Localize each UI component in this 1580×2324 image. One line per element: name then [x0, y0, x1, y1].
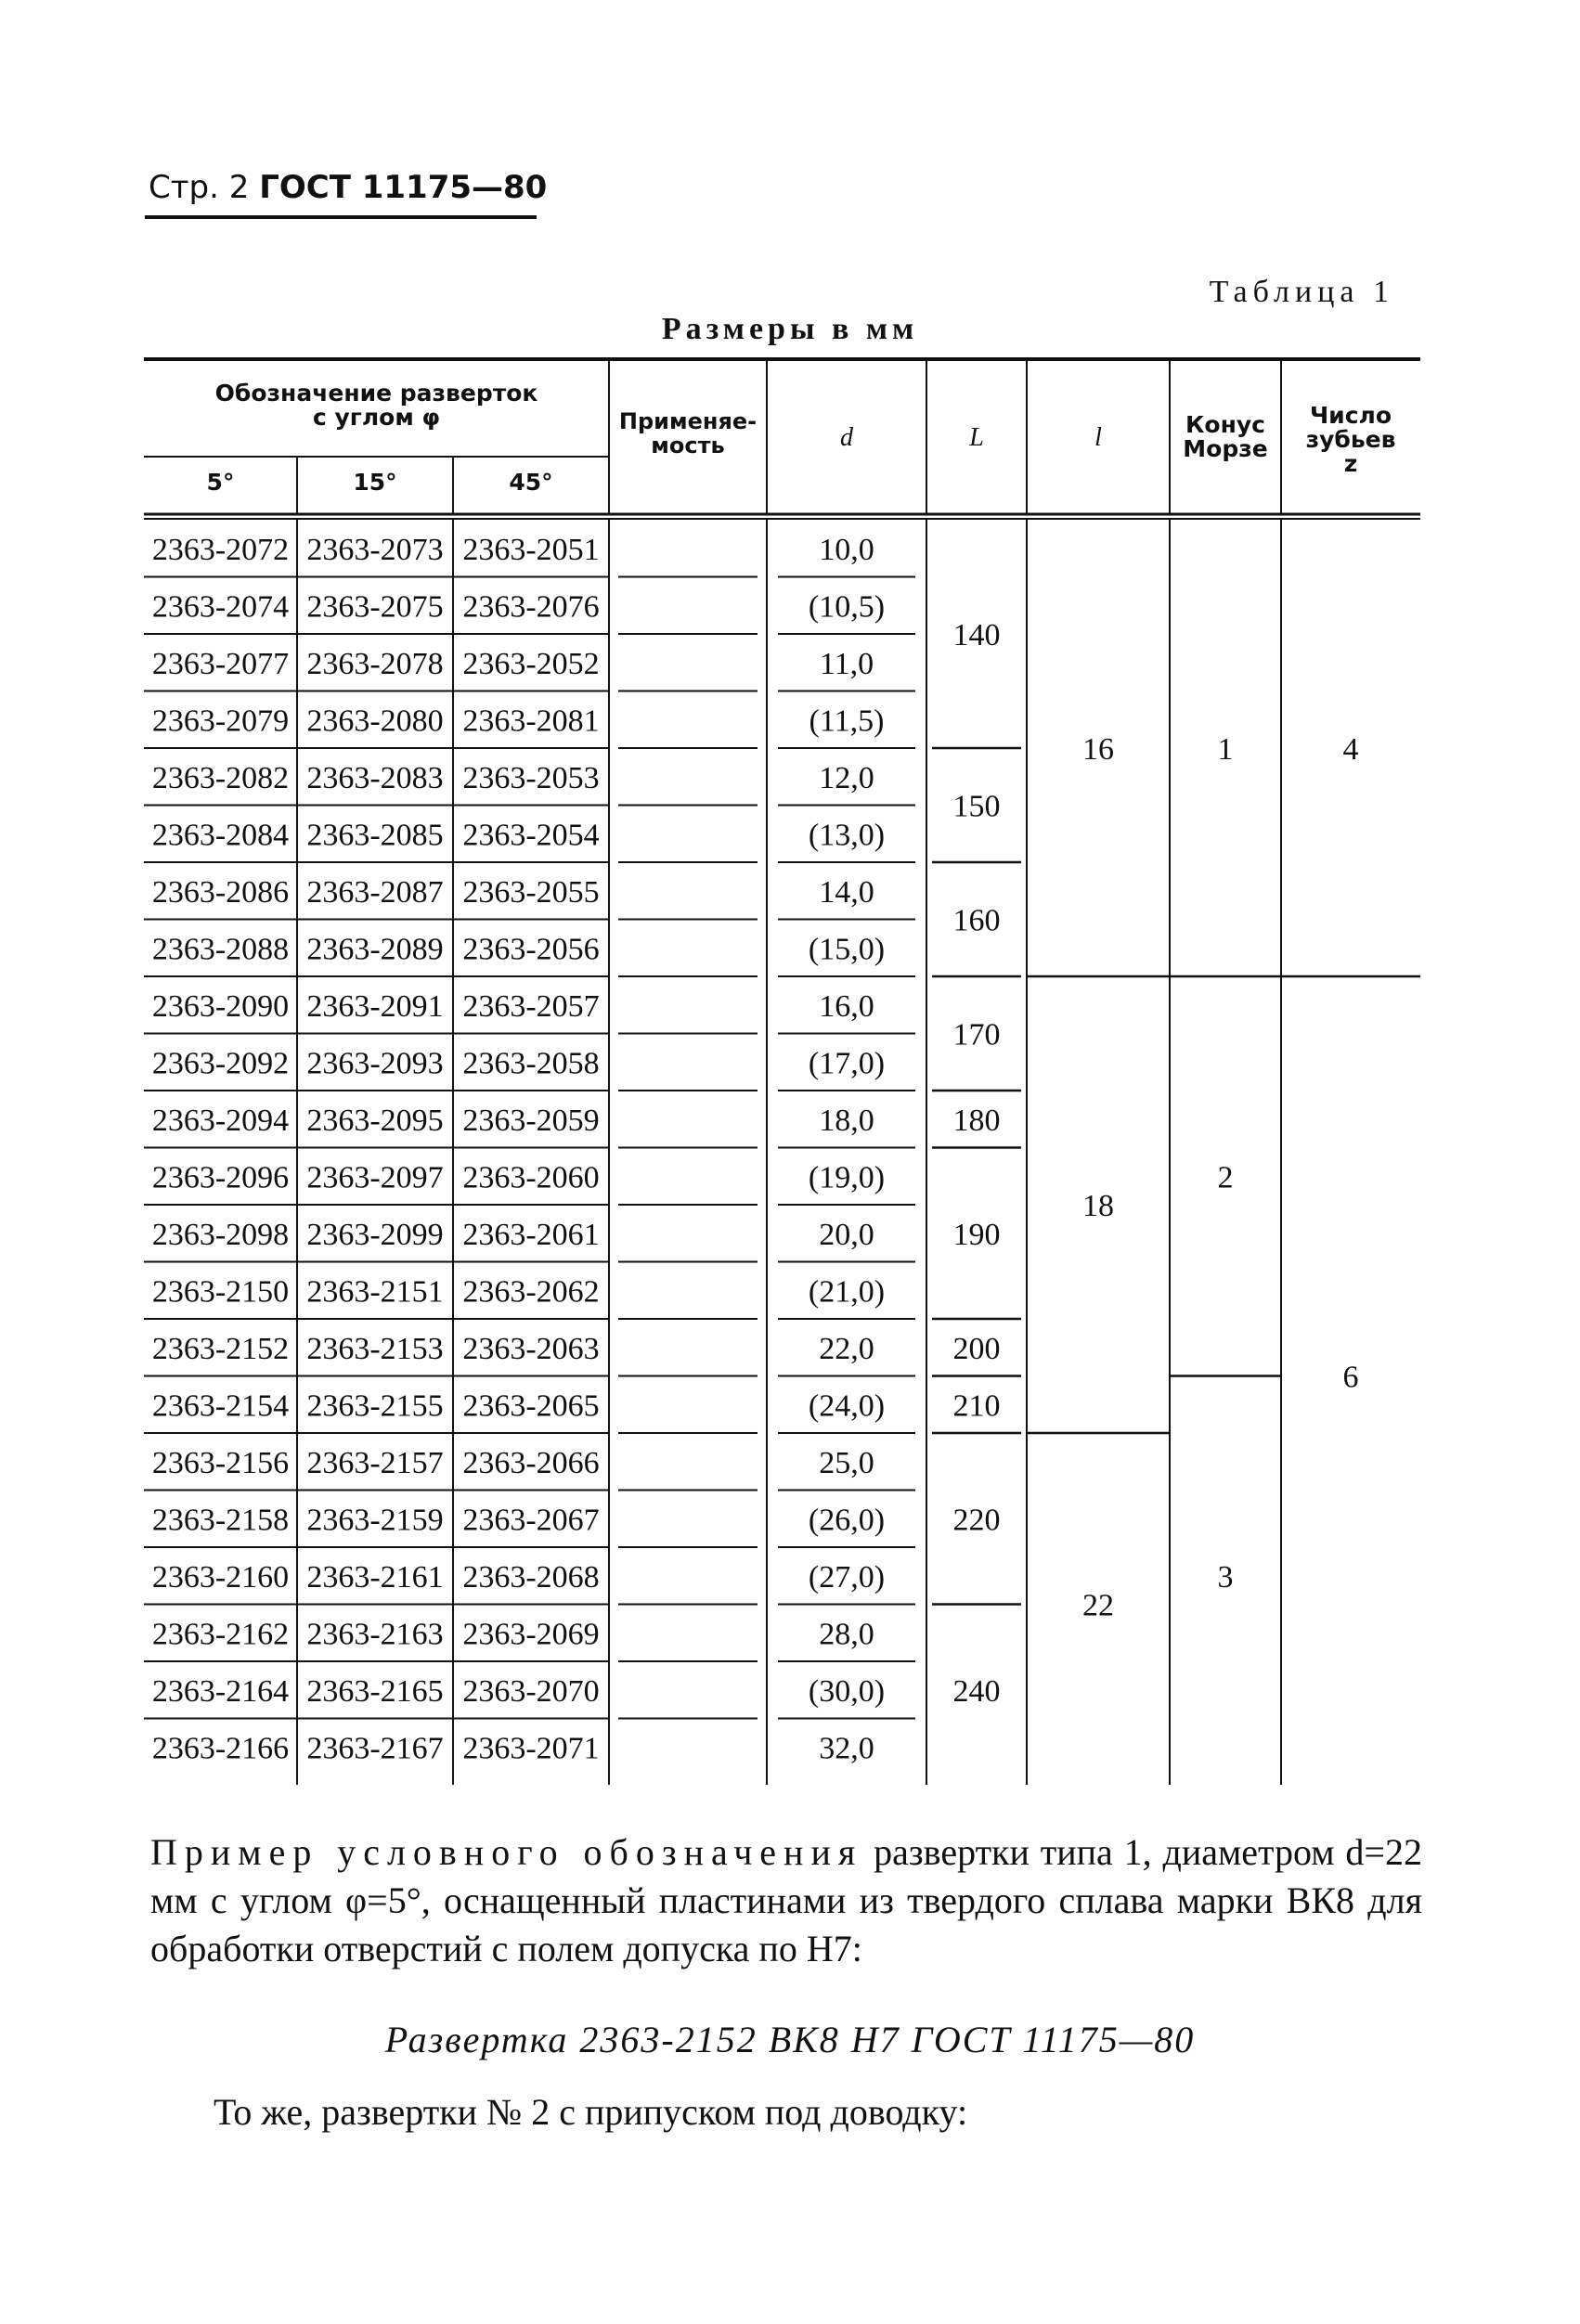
example-body: развертки типа 1, диаметром d=22 мм с углом φ=5°, оснащенный пластинами из твердого сплава марки ВК8 для обработки отверстий с полем допуска по Н7: [150, 1831, 1422, 1969]
designation-5-cell: 2363-2092 [151, 1046, 290, 1081]
designation-45-cell: 2363-2057 [462, 988, 600, 1024]
designation-45-cell: 2363-2063 [462, 1331, 600, 1366]
designation-15-cell: 2363-2083 [306, 760, 444, 795]
designation-5-cell: 2363-2072 [151, 532, 290, 567]
designation-5-cell: 2363-2088 [151, 932, 290, 967]
designation-45-cell: 2363-2052 [462, 646, 600, 681]
designation-15-cell: 2363-2155 [306, 1388, 444, 1424]
l-value-cell: 22 [1082, 1588, 1114, 1623]
d-value-cell: 14,0 [819, 874, 874, 910]
designation-5-cell: 2363-2164 [151, 1673, 290, 1709]
designation-5-cell: 2363-2079 [151, 704, 290, 739]
designation-5-cell: 2363-2086 [151, 874, 290, 910]
teeth-value-cell: 6 [1342, 1360, 1359, 1395]
designation-45-cell: 2363-2067 [462, 1503, 600, 1538]
teeth-header: зубьев [1305, 426, 1396, 453]
designation-5-cell: 2363-2162 [151, 1617, 290, 1652]
teeth-value-cell: 4 [1342, 732, 1359, 767]
designation-5-cell: 2363-2098 [151, 1217, 290, 1252]
L-value-cell: 220 [952, 1503, 1001, 1538]
designation-45-cell: 2363-2081 [462, 704, 600, 739]
designation-5-cell: 2363-2074 [151, 589, 290, 625]
designation-15-cell: 2363-2157 [306, 1445, 444, 1480]
designation-15-cell: 2363-2165 [306, 1673, 444, 1709]
designation-15-cell: 2363-2151 [306, 1274, 444, 1310]
designation-45-cell: 2363-2070 [462, 1673, 600, 1709]
designation-5-cell: 2363-2152 [151, 1331, 290, 1366]
designation-15-cell: 2363-2163 [306, 1617, 444, 1652]
d-value-cell: (21,0) [808, 1274, 886, 1310]
designation-5-cell: 2363-2077 [151, 646, 290, 681]
page-label: Стр. 2 [149, 169, 250, 206]
morse-value-cell: 1 [1217, 732, 1234, 767]
d-value-cell: (15,0) [808, 932, 886, 967]
designation-45-cell: 2363-2061 [462, 1217, 600, 1252]
l-value-cell: 16 [1082, 732, 1114, 767]
designation-15-cell: 2363-2161 [306, 1559, 444, 1595]
L-value-cell: 140 [952, 618, 1001, 652]
designation-5-cell: 2363-2158 [151, 1503, 290, 1538]
table-units: Размеры в мм [661, 312, 919, 346]
designation-45-cell: 2363-2053 [462, 760, 600, 795]
designation-15-cell: 2363-2167 [306, 1731, 444, 1766]
teeth-header: Число [1309, 402, 1392, 429]
L-value-cell: 160 [952, 903, 1001, 938]
l-value-cell: 18 [1082, 1189, 1114, 1223]
L-header: L [969, 423, 984, 452]
d-value-cell: (11,5) [809, 704, 885, 739]
morse-header: Морзе [1183, 435, 1268, 462]
designation-5-cell: 2363-2166 [151, 1731, 290, 1766]
d-value-cell: 10,0 [819, 532, 874, 567]
d-value-cell: 11,0 [819, 646, 874, 681]
d-value-cell: (10,5) [808, 589, 886, 625]
designation-15-cell: 2363-2095 [306, 1103, 444, 1138]
d-value-cell: 22,0 [819, 1331, 874, 1366]
L-value-cell: 210 [952, 1388, 1001, 1424]
example-intro: Пример условного обозначения [150, 1831, 863, 1873]
d-value-cell: 28,0 [819, 1617, 874, 1652]
designation-5-cell: 2363-2154 [151, 1388, 290, 1424]
d-value-cell: (24,0) [808, 1388, 886, 1424]
d-value-cell: (19,0) [808, 1160, 886, 1195]
designation-15-cell: 2363-2089 [306, 932, 444, 967]
designation-5-cell: 2363-2096 [151, 1160, 290, 1195]
designation-45-cell: 2363-2071 [462, 1731, 600, 1766]
designation-5-cell: 2363-2150 [151, 1274, 290, 1310]
designation-15-cell: 2363-2159 [306, 1503, 444, 1538]
d-value-cell: 16,0 [819, 988, 874, 1024]
designation-45-cell: 2363-2066 [462, 1445, 600, 1480]
designation-5-cell: 2363-2156 [151, 1445, 290, 1480]
designation-15-cell: 2363-2099 [306, 1217, 444, 1252]
designation-5-cell: 2363-2094 [151, 1103, 290, 1138]
designation-45-cell: 2363-2059 [462, 1103, 600, 1138]
L-value-cell: 240 [952, 1673, 1001, 1709]
designation-15-cell: 2363-2078 [306, 646, 444, 681]
designation-45-cell: 2363-2065 [462, 1388, 600, 1424]
d-value-cell: 32,0 [819, 1731, 874, 1766]
d-value-cell: 25,0 [819, 1445, 874, 1480]
morse-value-cell: 3 [1217, 1559, 1234, 1595]
angle-15-header: 15° [353, 469, 397, 496]
designation-5-cell: 2363-2090 [151, 988, 290, 1024]
L-value-cell: 170 [952, 1017, 1001, 1052]
L-value-cell: 150 [952, 789, 1001, 824]
designation-45-cell: 2363-2076 [462, 589, 600, 625]
example-paragraph [150, 1828, 1422, 1973]
L-value-cell: 190 [952, 1217, 1001, 1252]
d-value-cell: 18,0 [819, 1103, 874, 1138]
l-header: l [1094, 423, 1102, 452]
designation-15-cell: 2363-2085 [306, 818, 444, 853]
applicability-header: мость [651, 433, 725, 458]
gost-label: ГОСТ 11175—80 [259, 169, 548, 206]
designation-5-cell: 2363-2084 [151, 818, 290, 853]
designation-group-header: с углом φ [312, 404, 441, 431]
designation-15-cell: 2363-2073 [306, 532, 444, 567]
d-value-cell: (30,0) [808, 1673, 886, 1709]
designation-15-cell: 2363-2153 [306, 1331, 444, 1366]
designation-45-cell: 2363-2051 [462, 532, 600, 567]
designation-45-cell: 2363-2062 [462, 1274, 600, 1310]
d-header: d [840, 423, 853, 452]
designation-15-cell: 2363-2075 [306, 589, 444, 625]
L-value-cell: 200 [952, 1331, 1001, 1366]
designation-45-cell: 2363-2055 [462, 874, 600, 910]
designation-15-cell: 2363-2093 [306, 1046, 444, 1081]
table-number: Таблица 1 [1209, 275, 1394, 309]
same-note: То же, развертки № 2 с припуском под доводку: [214, 2091, 968, 2133]
example-designation: Развертка 2363-2152 ВК8 Н7 ГОСТ 11175—80 [384, 2019, 1196, 2060]
designation-15-cell: 2363-2091 [306, 988, 444, 1024]
d-value-cell: (27,0) [808, 1559, 886, 1595]
d-value-cell: (13,0) [808, 818, 886, 853]
designation-45-cell: 2363-2069 [462, 1617, 600, 1652]
d-value-cell: 12,0 [819, 760, 874, 795]
L-value-cell: 180 [952, 1103, 1001, 1138]
d-value-cell: 20,0 [819, 1217, 874, 1252]
applicability-header: Применяе- [618, 408, 758, 434]
designation-45-cell: 2363-2058 [462, 1046, 600, 1081]
designation-15-cell: 2363-2080 [306, 704, 444, 739]
designation-45-cell: 2363-2054 [462, 818, 600, 853]
morse-value-cell: 2 [1217, 1160, 1234, 1195]
angle-45-header: 45° [509, 469, 553, 496]
d-value-cell: (26,0) [808, 1503, 886, 1538]
designation-group-header: Обозначение разверток [214, 380, 538, 407]
designation-15-cell: 2363-2097 [306, 1160, 444, 1195]
angle-5-header: 5° [206, 469, 235, 496]
morse-header: Конус [1185, 411, 1265, 438]
designation-45-cell: 2363-2068 [462, 1559, 600, 1595]
teeth-header: z [1343, 450, 1358, 477]
designation-45-cell: 2363-2060 [462, 1160, 600, 1195]
designation-5-cell: 2363-2082 [151, 760, 290, 795]
designation-15-cell: 2363-2087 [306, 874, 444, 910]
d-value-cell: (17,0) [808, 1046, 886, 1081]
designation-5-cell: 2363-2160 [151, 1559, 290, 1595]
designation-45-cell: 2363-2056 [462, 932, 600, 967]
